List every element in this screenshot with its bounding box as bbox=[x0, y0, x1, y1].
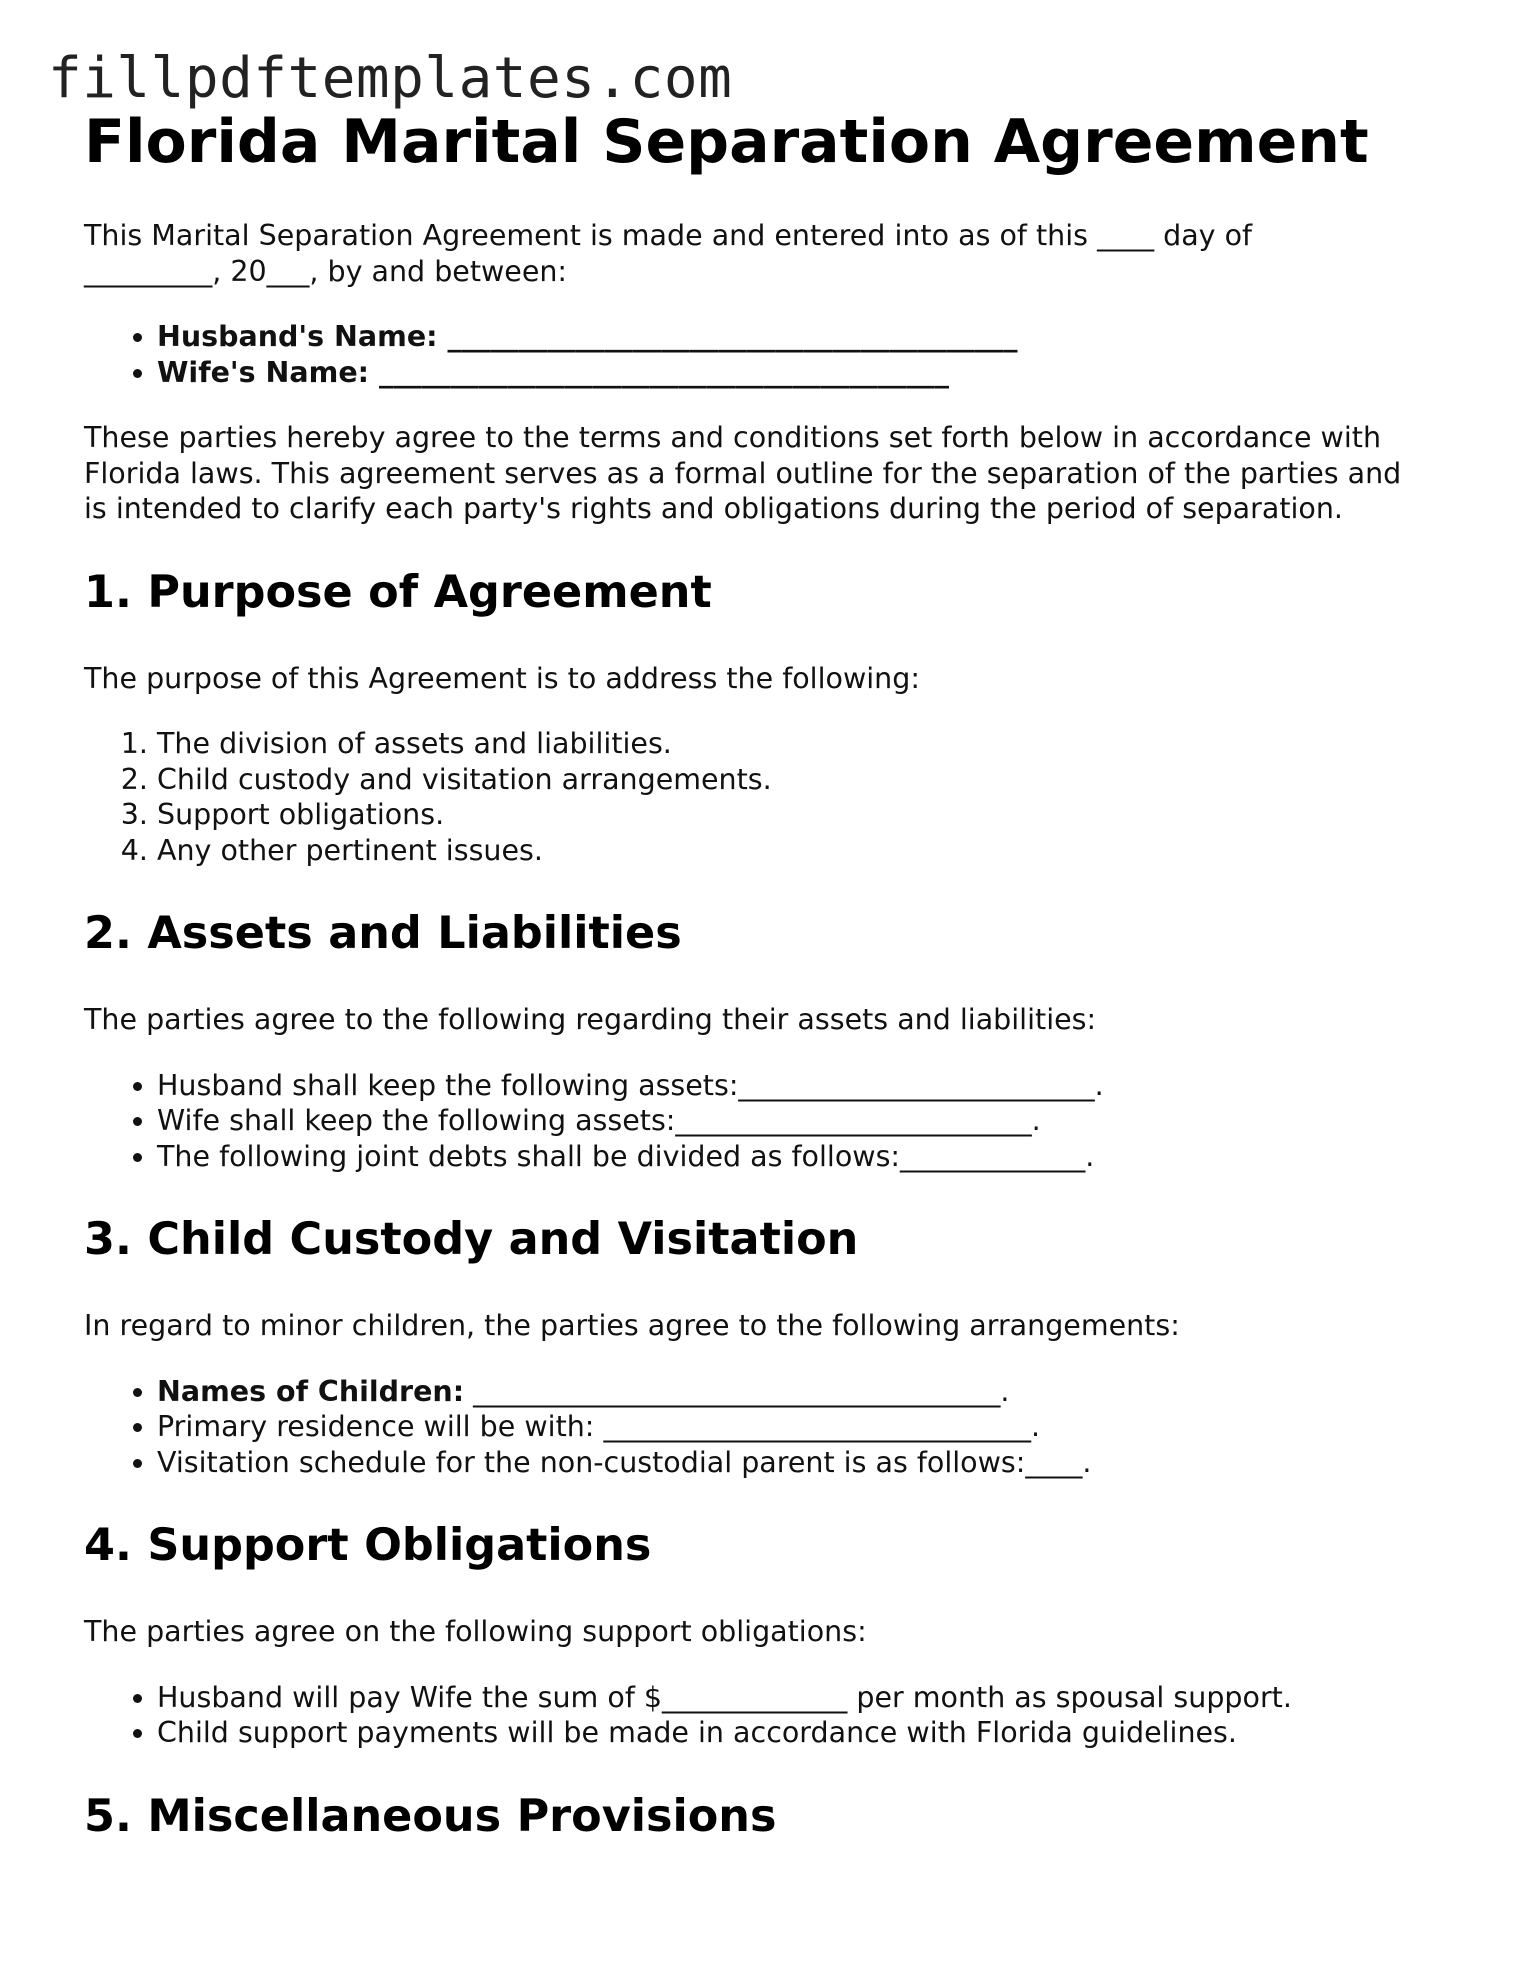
list-item: • Husband shall keep the following assets:_________________________. bbox=[157, 1068, 1424, 1104]
list-item: 2. Child custody and visitation arrangements. bbox=[157, 762, 1424, 798]
support-lead: The parties agree on the following support obligations: bbox=[84, 1615, 867, 1648]
parties-list bbox=[84, 319, 1424, 390]
section-heading-custody: 3. Child Custody and Visitation bbox=[84, 1214, 859, 1265]
intro-line-2: _________, 20___, by and between: bbox=[84, 254, 568, 288]
assets-lead: The parties agree to the following regarding their assets and liabilities: bbox=[84, 1003, 1097, 1036]
list-item bbox=[157, 1374, 1424, 1410]
purpose-list bbox=[84, 726, 1424, 868]
purpose-lead: The purpose of this Agreement is to address the following: bbox=[84, 661, 920, 695]
list-item: • The following joint debts shall be divided as follows:_____________. bbox=[157, 1139, 1424, 1175]
wife-name-blank: ________________________________________ bbox=[369, 355, 949, 389]
list-item: • Wife shall keep the following assets:_________________________. bbox=[157, 1103, 1424, 1139]
section-heading-assets: 2. Assets and Liabilities bbox=[84, 908, 682, 959]
list-item: • Husband will pay Wife the sum of $_____________ per month as spousal support. bbox=[157, 1680, 1424, 1716]
section-heading-support: 4. Support Obligations bbox=[84, 1520, 652, 1571]
wife-name-label: Wife's Name: bbox=[157, 355, 370, 389]
document-title: Florida Marital Separation Agreement bbox=[84, 107, 1369, 177]
list-item bbox=[157, 319, 1424, 355]
section-heading-misc: 5. Miscellaneous Provisions bbox=[84, 1790, 777, 1842]
intro-line-1: This Marital Separation Agreement is made and entered into as of this ____ day of bbox=[84, 219, 1253, 252]
list-item bbox=[157, 355, 1424, 391]
support-list bbox=[84, 1680, 1424, 1751]
children-names-blank: _____________________________________. bbox=[464, 1374, 1010, 1408]
agreement-document bbox=[84, 104, 1424, 1845]
list-item: 1. The division of assets and liabilities. bbox=[157, 726, 1424, 762]
section-heading-purpose: 1. Purpose of Agreement bbox=[84, 566, 712, 618]
husband-name-blank: ________________________________________ bbox=[437, 320, 1018, 353]
site-watermark: fillpdftemplates.com bbox=[48, 46, 733, 111]
agreement-paragraph: These parties hereby agree to the terms and conditions set forth below in accordance with Florida laws. This agreement serves as a formal outline for the separation of the parties and is intended to clarify each party's rights and obligations during the period of separation. bbox=[84, 421, 1402, 525]
list-item: • Child support payments will be made in accordance with Florida guidelines. bbox=[157, 1715, 1424, 1751]
custody-list bbox=[84, 1374, 1424, 1481]
intro-paragraph bbox=[84, 218, 1424, 289]
list-item: 4. Any other pertinent issues. bbox=[157, 833, 1424, 869]
assets-list bbox=[84, 1068, 1424, 1175]
custody-lead: In regard to minor children, the parties agree to the following arrangements: bbox=[84, 1309, 1180, 1342]
list-item: 3. Support obligations. bbox=[157, 797, 1424, 833]
children-names-label: Names of Children: bbox=[157, 1374, 465, 1408]
husband-name-label: Husband's Name: bbox=[157, 320, 438, 353]
list-item: • Primary residence will be with: ______________________________. bbox=[157, 1409, 1424, 1445]
list-item: • Visitation schedule for the non-custodial parent is as follows:____. bbox=[157, 1445, 1424, 1481]
